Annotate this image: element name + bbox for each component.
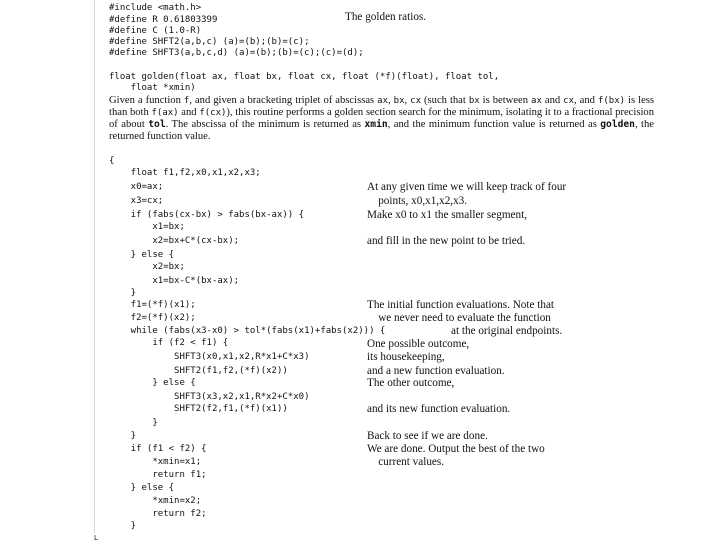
code-comment: At any given time we will keep track of four: [367, 181, 567, 193]
code-line: }: [109, 418, 158, 428]
code-line: }: [109, 431, 137, 441]
code-line: }: [109, 288, 137, 298]
code-line: } else {: [109, 483, 175, 493]
code-comment: at the original endpoints.: [451, 325, 563, 337]
code-comment: we never need to evaluate the function: [367, 312, 551, 324]
left-margin-rule: [94, 0, 95, 533]
code-line: } else {: [109, 250, 175, 260]
code-line: x2=bx+C*(cx-bx);: [109, 236, 240, 246]
define-shft2-line: #define SHFT2(a,b,c) (a)=(b);(b)=(c);: [109, 37, 310, 47]
code-line: {: [109, 156, 115, 166]
code-line: while (fabs(x3-x0) > tol*(fabs(x1)+fabs(x2))) {: [109, 326, 386, 336]
page-corner-mark: L: [94, 534, 98, 542]
code-line: SHFT3(x0,x1,x2,R*x1+C*x3): [109, 352, 310, 362]
code-line: *xmin=x2;: [109, 496, 202, 506]
code-line: f1=(*f)(x1);: [109, 300, 196, 310]
include-line: #include <math.h>: [109, 3, 202, 13]
code-line: x1=bx-C*(bx-ax);: [109, 276, 240, 286]
code-line: SHFT3(x3,x2,x1,R*x2+C*x0): [109, 392, 310, 402]
code-comment: We are done. Output the best of the two: [367, 443, 545, 455]
code-comment: The other outcome,: [367, 377, 455, 389]
code-comment: Make x0 to x1 the smaller segment,: [367, 209, 528, 221]
code-comment: points, x0,x1,x2,x3.: [367, 195, 468, 207]
code-line: x0=ax;: [109, 182, 164, 192]
code-comment: One possible outcome,: [367, 338, 470, 350]
code-line: SHFT2(f2,f1,(*f)(x1)): [109, 404, 288, 414]
function-signature-line-2: float *xmin): [109, 83, 196, 93]
code-line: f2=(*f)(x2);: [109, 313, 196, 323]
code-comment: current values.: [367, 456, 445, 468]
code-line: x3=cx;: [109, 196, 164, 206]
define-c-line: #define C (1.0-R): [109, 26, 202, 36]
code-line: x1=bx;: [109, 222, 185, 232]
code-comment: and fill in the new point to be tried.: [367, 235, 526, 247]
code-line: return f2;: [109, 509, 207, 519]
code-line: } else {: [109, 378, 196, 388]
define-shft3-line: #define SHFT3(a,b,c,d) (a)=(b);(b)=(c);(c)=(d);: [109, 48, 364, 58]
code-line: return f1;: [109, 470, 207, 480]
code-line: if (f1 < f2) {: [109, 444, 207, 454]
code-line: }: [109, 521, 137, 531]
code-line: SHFT2(f1,f2,(*f)(x2)): [109, 366, 288, 376]
code-line: *xmin=x1;: [109, 457, 202, 467]
code-comment: and its new function evaluation.: [367, 403, 511, 415]
golden-ratio-comment: The golden ratios.: [345, 11, 427, 23]
function-signature-line-1: float golden(float ax, float bx, float cx, float (*f)(float), float tol,: [109, 72, 500, 82]
code-comment: The initial function evaluations. Note that: [367, 299, 555, 311]
code-comment: its housekeeping,: [367, 351, 445, 363]
code-comment: Back to see if we are done.: [367, 430, 488, 442]
code-comment: and a new function evaluation.: [367, 365, 505, 377]
code-line: if (fabs(cx-bx) > fabs(bx-ax)) {: [109, 210, 305, 220]
code-line: float f1,f2,x0,x1,x2,x3;: [109, 168, 261, 178]
define-r-line: #define R 0.61803399: [109, 15, 218, 25]
function-description: Given a function f, and given a bracketing triplet of abscissas ax, bx, cx (such that bx is between ax and cx, and f(bx) is less than both f(ax) and f(cx)), this routine performs a golden section search for the minimum, isolating it to a fractional precision of about tol. The abscissa of the minimum is returned as xmin, and the minimum function value is returned as golden, the returned function value.: [109, 95, 655, 142]
code-line: x2=bx;: [109, 262, 185, 272]
code-line: if (f2 < f1) {: [109, 338, 229, 348]
